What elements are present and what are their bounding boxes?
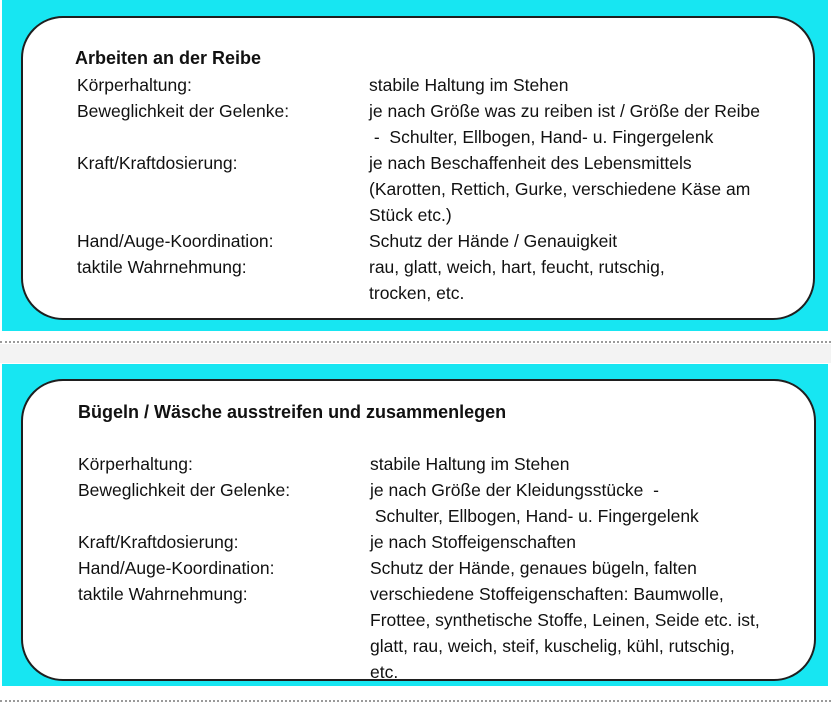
property-value: [370, 555, 697, 581]
property-value: [369, 254, 665, 306]
property-row: [78, 451, 760, 477]
property-label: Hand/Auge-Koordination:: [78, 558, 275, 578]
property-value: [370, 529, 576, 555]
value-line: Schutz der Hände / Genauigkeit: [369, 231, 618, 251]
info-card-reibe: [21, 16, 815, 320]
value-line: je nach Beschaffenheit des Lebensmittels: [369, 153, 692, 173]
property-row: [77, 98, 760, 150]
value-line: glatt, rau, weich, steif, kuschelig, kühl, rutschig,: [370, 636, 735, 656]
value-line: rau, glatt, weich, hart, feucht, rutschig,: [369, 257, 665, 277]
property-label: Körperhaltung:: [77, 75, 192, 95]
value-line: Frottee, synthetische Stoffe, Leinen, Seide etc. ist,: [370, 610, 760, 630]
card-title: Arbeiten an der Reibe: [75, 48, 262, 68]
property-label: taktile Wahrnehmung:: [77, 257, 247, 277]
property-list: [77, 72, 760, 306]
card-title: Bügeln / Wäsche ausstreifen und zusammenlegen: [78, 402, 507, 422]
property-label: Kraft/Kraftdosierung:: [77, 153, 238, 173]
property-row: [78, 555, 760, 581]
property-label: Beweglichkeit der Gelenke:: [77, 101, 290, 121]
property-row: [77, 254, 760, 306]
value-line: je nach Größe der Kleidungsstücke -: [370, 480, 659, 500]
value-line: je nach Größe was zu reiben ist / Größe der Reibe: [369, 101, 761, 121]
page-divider: [0, 700, 831, 702]
value-line: trocken, etc.: [369, 283, 465, 303]
value-line: je nach Stoffeigenschaften: [370, 532, 576, 552]
value-line: stabile Haltung im Stehen: [370, 454, 570, 474]
property-label: Kraft/Kraftdosierung:: [78, 532, 239, 552]
value-line: stabile Haltung im Stehen: [369, 75, 569, 95]
property-label: Körperhaltung:: [78, 454, 193, 474]
property-value: [369, 72, 568, 98]
info-card-buegeln: [21, 379, 816, 681]
property-value: [369, 150, 750, 228]
property-value: [370, 581, 760, 685]
value-line: Schutz der Hände, genaues bügeln, falten: [370, 558, 697, 578]
property-row: [78, 477, 760, 529]
property-label: Beweglichkeit der Gelenke:: [78, 480, 291, 500]
section-panel-reibe: [2, 0, 828, 331]
property-row: [77, 228, 760, 254]
property-value: [369, 98, 760, 150]
property-row: [78, 529, 760, 555]
page-gap: [0, 344, 831, 363]
property-label: taktile Wahrnehmung:: [78, 584, 248, 604]
value-line: Stück etc.): [369, 205, 452, 225]
property-value: [369, 228, 617, 254]
section-panel-buegeln: [2, 364, 828, 686]
property-value: [370, 477, 699, 529]
value-line: Schulter, Ellbogen, Hand- u. Fingergelenk: [370, 506, 699, 526]
value-line: etc.: [370, 662, 399, 682]
property-label: Hand/Auge-Koordination:: [77, 231, 274, 251]
property-row: [77, 72, 760, 98]
property-row: [78, 581, 760, 685]
page-divider: [0, 341, 831, 343]
value-line: (Karotten, Rettich, Gurke, verschiedene Käse am: [369, 179, 751, 199]
property-list: [78, 451, 760, 685]
property-value: [370, 451, 569, 477]
value-line: verschiedene Stoffeigenschaften: Baumwolle,: [370, 584, 724, 604]
value-line: - Schulter, Ellbogen, Hand- u. Fingergelenk: [369, 127, 714, 147]
property-row: [77, 150, 760, 228]
